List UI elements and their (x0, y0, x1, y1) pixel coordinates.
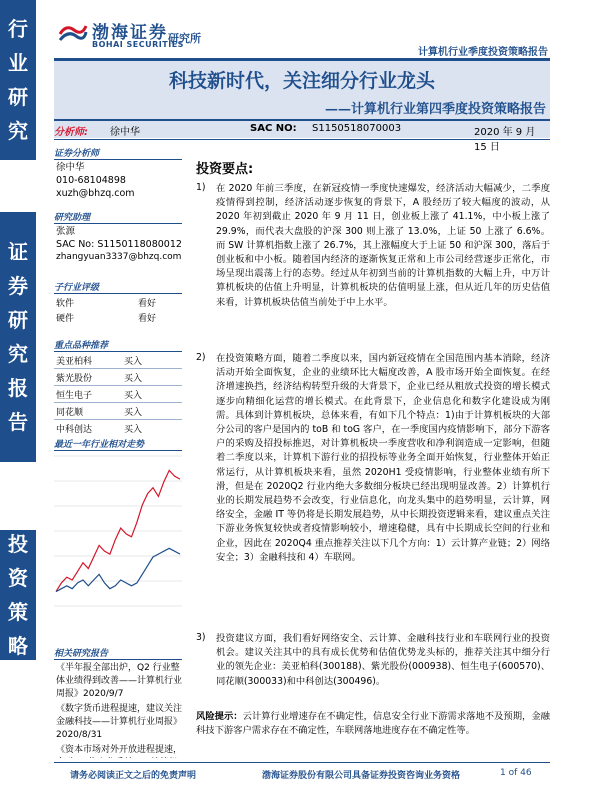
analyst-email[interactable]: xuzh@bhzq.com (56, 188, 135, 199)
banner-industry-research (0, 0, 36, 160)
assistant-section-title: 研究助理 (54, 213, 91, 223)
related-report-item[interactable]: 《数字货币进程提速，建议关注金融科技——计算机行业周报》2020/8/31 (56, 704, 183, 740)
section-rule (54, 159, 182, 160)
brand-name-cn: 渤海证券 (92, 23, 168, 43)
stock-name: 恒生电子 (56, 391, 93, 401)
sac-number: S1150518070003 (312, 123, 402, 134)
page-number: 1 of 46 (500, 768, 532, 778)
table-rule (54, 385, 182, 386)
stock-rating: 买入 (124, 391, 143, 401)
banner-char: 略 (8, 634, 28, 658)
stock-name: 同花顺 (56, 408, 84, 418)
page-subtitle: ——计算机行业第四季度投资策略报告 (324, 102, 546, 117)
analyst-label: 分析师: (54, 127, 88, 138)
analyst-section-title: 证券分析师 (54, 149, 100, 159)
banner-securities-report (0, 212, 36, 462)
key-points-title: 投资要点: (196, 162, 254, 177)
banner-char: 策 (8, 600, 28, 624)
point-text: 投资建议方面，我们看好网络安全、云计算、金融科技行业和车联网行业的投资机会。建议关注其中的具有成长优势和估值优势龙头标的，推荐关注其中细分行业的领先企业：美亚柏科(300188)、紫光股份(000938)、恒生电子(600570)、同花顺(300033)和中科创达(300496)。 (216, 633, 550, 687)
section-rule (54, 223, 182, 224)
rating-name: 硬件 (56, 314, 75, 324)
banner-char: 报 (8, 376, 28, 400)
point-number: 3) (196, 632, 206, 643)
section-rule (54, 293, 182, 294)
banner-char: 告 (8, 410, 28, 434)
banner-char: 业 (8, 51, 28, 75)
chart-series-line-2 (56, 548, 180, 591)
analyst-name: 徐中华 (110, 127, 140, 138)
banner-char: 证 (8, 240, 28, 264)
stock-rating: 买入 (124, 425, 143, 435)
banner-char: 研 (8, 85, 28, 109)
stock-rating: 买入 (124, 374, 143, 384)
section-rule (54, 659, 182, 660)
rating-name: 软件 (56, 299, 75, 309)
footer-disclaimer: 请务必阅读正文之后的免责声明 (70, 771, 197, 781)
point-number: 2) (196, 352, 206, 363)
risk-text: 云计算行业增速存在不确定性，信息安全行业下游需求落地不及预期，金融科技下游客户需求存在不确定性，车联网落地进度存在不确定性等。 (196, 711, 550, 736)
vertical-banner (0, 0, 36, 800)
banner-char: 行 (8, 17, 28, 41)
footer-rule (54, 762, 550, 763)
point-number: 1) (196, 182, 206, 193)
stock-rating: 买入 (124, 408, 143, 418)
related-report-item[interactable]: 《资本市场对外开放进程提速， (56, 745, 183, 755)
point-text: 在 2020 年前三季度，在新冠疫情一季度快速爆发，经济活动大幅减少，二季度疫情得到控制，经济活动逐步恢复的背景下，A 股经历了较大幅度的波动，从 2020 年初到截止 2020 年 9 月 11 日，创业板上涨了 41.1%，中小板上涨了 29.9%，而代表大盘股的沪深 300 则上涨了 13.0%，上证 50 上涨了 6.6%。而 SW 计算机指数上涨了 26.7%，其上涨幅度大于上证 50 和沪深 300，落后于创业板和中小板。随着国内经济的逐渐恢复正常和上市公司经营逐步正常化，市场呈现出震荡上行的态势。经过从年初到当前的计算机指数的大幅上升，中万计算机板块的估值上升明显，计算机板块的估值明显上涨，但从近几年的历史估值来看，计算机板块估值当前处于中上水平。 (216, 183, 550, 308)
banner-char: 究 (8, 119, 28, 143)
stock-name: 中科创达 (56, 425, 93, 435)
banner-char: 投 (8, 532, 28, 556)
stock-name: 紫光股份 (56, 374, 93, 384)
brand-dept: 研究所 (168, 32, 201, 45)
point-text: 在投资策略方面，随着二季度以来，国内新冠疫情在全国范围内基本消除，经济活动开始全面恢复，企业的业绩环比大幅度改善，A 股市场开始全面恢复。在经济增速换挡，经济结构转型升级的大背景下，企业已经从粗放式投资的增长模式逐步向精细化运营的增长模式。在此背景下，企业信息化和数字化建设成为刚需。具体到计算机板块，总体来看，有如下几个特点：1)由于计算机板块的大部分公司的客户是国内的 toB 和 toG 客户，在一季度国内疫情影响下，部分下游客户的采购及招投标推迟，对计算机板块一季度营收和净利润造成一定影响，但随着二季度以来，计算机下游行业的招投标等业务全面开始恢复，行业整体开始正常运行，从计算机板块来看，虽然 2020H1 受疫情影响，行业整体业绩有所下滑，但是在 2020Q2 行业内绝大多数细分板块已经出现明显改善。2）计算机行业的长期发展趋势不会改变，行业信息化，向龙头集中的趋势明显，云计算，网络安全，金融 IT 等仍将是长期发展趋势，从中长期投资逻辑来看，建议重点关注下游业务恢复较快或者疫情影响较小，增速稳健，具有中长期成长空间的行业和企业，因此在 2020Q4 重点推荐关注以下几个方向：1）云计算产业链；2）网络安全；3）金融科技和 4）车联网。 (216, 353, 550, 563)
page-title: 科技新时代，关注细分行业龙头 (168, 70, 435, 92)
table-rule (54, 368, 182, 369)
report-type: 计算机行业季度投资策略报告 (418, 47, 548, 58)
banner-investment-strategy (0, 530, 36, 660)
sac-label: SAC NO: (250, 123, 297, 134)
table-rule (54, 402, 182, 403)
stock-name: 美亚柏科 (56, 357, 93, 367)
banner-char: 券 (8, 274, 28, 298)
assistant-sac: SAC No: S1150118080012 (56, 239, 182, 250)
related-section-title: 相关研究报告 (54, 649, 109, 659)
bohai-logo-icon (58, 20, 88, 44)
risk-warning (196, 710, 550, 738)
brand-name-en: BOHAI SECURITIES (92, 40, 184, 49)
banner-char: 研 (8, 308, 28, 332)
table-rule (54, 419, 182, 420)
meta-row (54, 121, 550, 153)
assistant-name: 张源 (56, 226, 76, 237)
report-date: 2020 年 9 月 15 日 (474, 127, 536, 153)
rating-section-title: 子行业评级 (54, 283, 100, 293)
banner-char: 究 (8, 342, 28, 366)
stock-rating: 买入 (124, 357, 143, 367)
assistant-email[interactable]: zhangyuan3337@bhzq.com (56, 252, 182, 262)
analyst-phone: 010-68104898 (56, 175, 126, 186)
analyst-name-line: 徐中华 (56, 162, 85, 173)
chart-section-title: 最近一年行业相对走势 (54, 440, 145, 450)
footer-company: 渤海证券股份有限公司具备证券投资咨询业务资格 (262, 771, 461, 781)
related-report-item[interactable]: 《半年报全部出炉，Q2 行业整体业绩得到改善——计算机行业周报》2020/9/7 (56, 663, 183, 699)
section-rule (54, 351, 182, 352)
rating-value: 看好 (138, 314, 157, 324)
stocks-section-title: 重点品种推荐 (54, 341, 109, 351)
relative-trend-chart (54, 448, 182, 618)
meta-rule-bottom (54, 139, 550, 140)
rating-value: 看好 (138, 299, 157, 309)
banner-char: 资 (8, 566, 28, 590)
risk-label: 风险提示： (196, 711, 243, 722)
